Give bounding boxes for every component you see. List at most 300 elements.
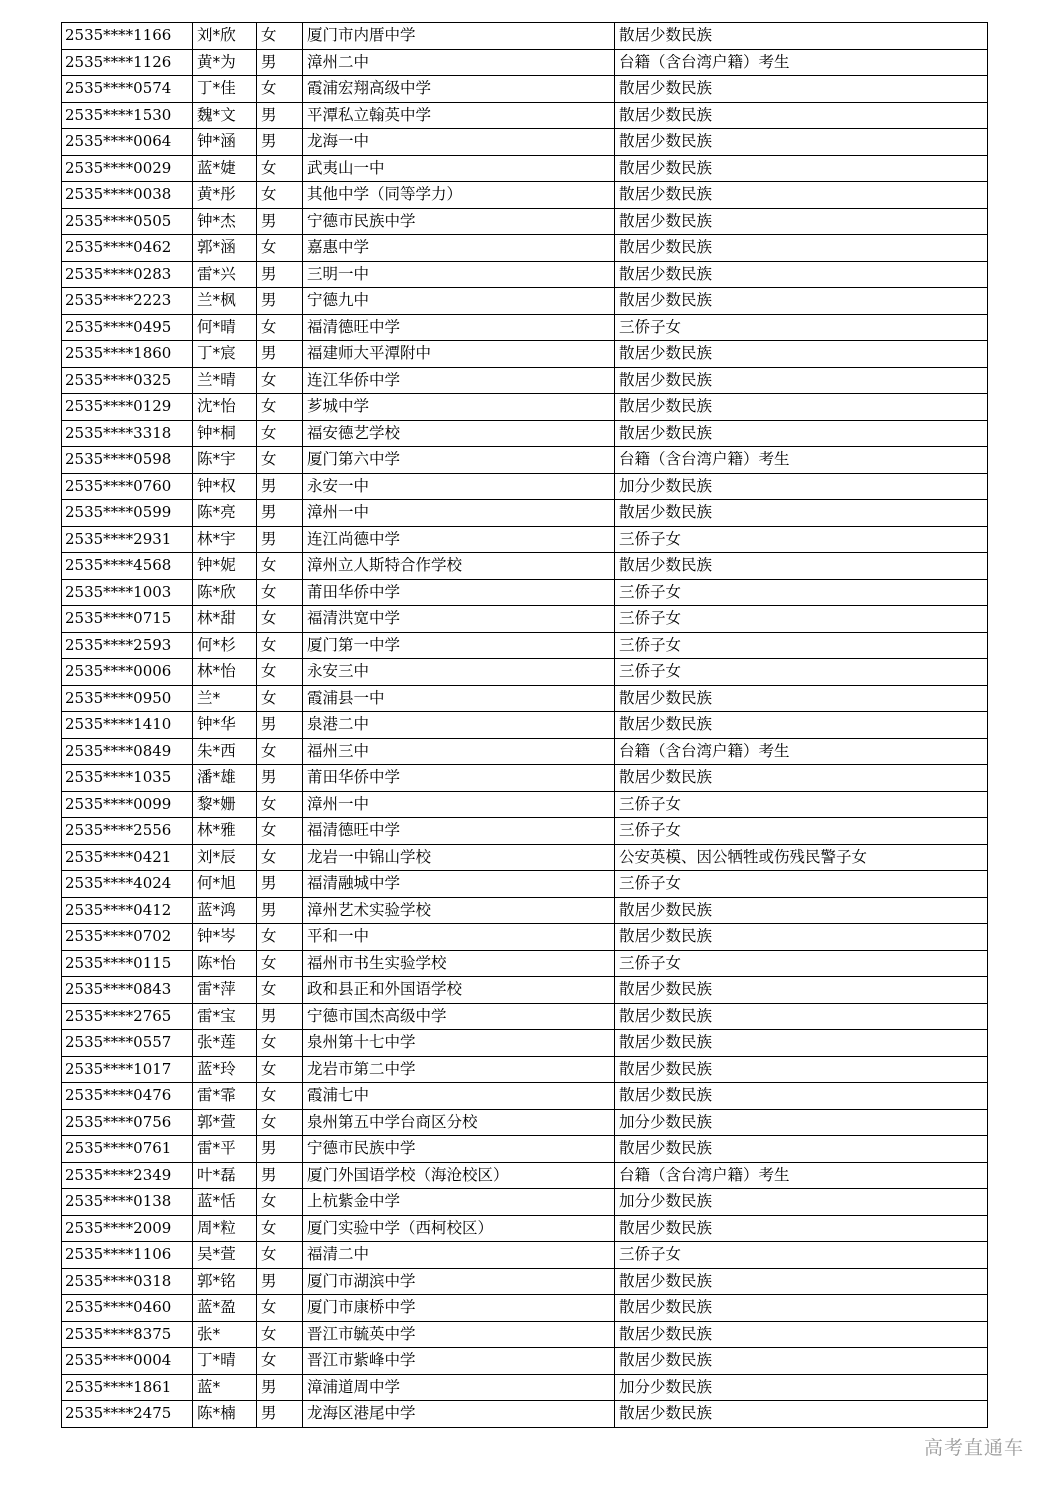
candidate-name-cell: 雷*宝 [193,1003,257,1030]
candidate-id-cell: 2535****1530 [62,102,193,129]
candidate-gender-cell: 男 [257,897,303,924]
school-name-cell: 福州三中 [303,738,615,765]
school-name-cell: 厦门市湖滨中学 [303,1268,615,1295]
bonus-category-cell: 散居少数民族 [615,1056,988,1083]
candidate-name-cell: 雷*平 [193,1136,257,1163]
candidate-id-cell: 2535****2009 [62,1215,193,1242]
candidate-name-cell: 陈*楠 [193,1401,257,1428]
school-name-cell: 龙岩一中锦山学校 [303,844,615,871]
school-name-cell: 龙海区港尾中学 [303,1401,615,1428]
candidate-gender-cell: 女 [257,1348,303,1375]
school-name-cell: 永安三中 [303,659,615,686]
school-name-cell: 上杭紫金中学 [303,1189,615,1216]
candidate-gender-cell: 女 [257,314,303,341]
candidate-id-cell: 2535****0598 [62,447,193,474]
candidate-gender-cell: 男 [257,1003,303,1030]
candidate-gender-cell: 男 [257,1401,303,1428]
candidate-name-cell: 雷*霏 [193,1083,257,1110]
candidate-name-cell: 吴*萱 [193,1242,257,1269]
table-row [62,844,988,871]
bonus-category-cell: 散居少数民族 [615,155,988,182]
candidate-id-cell: 2535****0849 [62,738,193,765]
bonus-category-cell: 三侨子女 [615,606,988,633]
candidate-name-cell: 蓝*鸿 [193,897,257,924]
candidate-id-cell: 2535****3318 [62,420,193,447]
candidate-gender-cell: 女 [257,579,303,606]
candidate-gender-cell: 男 [257,261,303,288]
bonus-category-cell: 散居少数民族 [615,341,988,368]
school-name-cell: 连江尚德中学 [303,526,615,553]
bonus-category-cell: 加分少数民族 [615,473,988,500]
school-name-cell: 嘉惠中学 [303,235,615,262]
school-name-cell: 晋江市毓英中学 [303,1321,615,1348]
candidate-name-cell: 林*甜 [193,606,257,633]
candidate-gender-cell: 男 [257,129,303,156]
candidate-gender-cell: 男 [257,500,303,527]
candidate-id-cell: 2535****0029 [62,155,193,182]
table-row [62,155,988,182]
school-name-cell: 福清德旺中学 [303,818,615,845]
bonus-category-cell: 三侨子女 [615,659,988,686]
candidate-name-cell: 钟*权 [193,473,257,500]
candidate-id-cell: 2535****0462 [62,235,193,262]
table-row [62,341,988,368]
candidate-id-cell: 2535****0460 [62,1295,193,1322]
bonus-category-cell: 散居少数民族 [615,1215,988,1242]
candidate-gender-cell: 女 [257,367,303,394]
bonus-category-cell: 散居少数民族 [615,553,988,580]
candidate-name-cell: 朱*西 [193,738,257,765]
table-row [62,632,988,659]
roster-table [61,22,988,1428]
candidate-gender-cell: 女 [257,606,303,633]
candidate-id-cell: 2535****0283 [62,261,193,288]
table-row [62,1295,988,1322]
table-row [62,1348,988,1375]
table-row [62,1083,988,1110]
table-row [62,1321,988,1348]
candidate-gender-cell: 男 [257,765,303,792]
candidate-gender-cell: 女 [257,791,303,818]
candidate-name-cell: 丁*宸 [193,341,257,368]
candidate-id-cell: 2535****2556 [62,818,193,845]
candidate-name-cell: 周*粒 [193,1215,257,1242]
candidate-gender-cell: 男 [257,712,303,739]
candidate-gender-cell: 女 [257,447,303,474]
school-name-cell: 漳州一中 [303,500,615,527]
candidate-name-cell: 陈*亮 [193,500,257,527]
candidate-gender-cell: 女 [257,1056,303,1083]
bonus-category-cell: 散居少数民族 [615,1268,988,1295]
candidate-id-cell: 2535****1017 [62,1056,193,1083]
table-row [62,579,988,606]
candidate-id-cell: 2535****0421 [62,844,193,871]
table-row [62,1030,988,1057]
school-name-cell: 泉州第五中学台商区分校 [303,1109,615,1136]
school-name-cell: 龙岩市第二中学 [303,1056,615,1083]
table-row [62,1401,988,1428]
table-row [62,1136,988,1163]
candidate-name-cell: 蓝*婕 [193,155,257,182]
candidate-id-cell: 2535****0138 [62,1189,193,1216]
table-row [62,1242,988,1269]
candidate-name-cell: 刘*欣 [193,23,257,50]
candidate-id-cell: 2535****4568 [62,553,193,580]
table-row [62,314,988,341]
table-row [62,129,988,156]
bonus-category-cell: 加分少数民族 [615,1189,988,1216]
candidate-gender-cell: 女 [257,818,303,845]
table-row [62,765,988,792]
candidate-gender-cell: 女 [257,1083,303,1110]
school-name-cell: 霞浦宏翔高级中学 [303,76,615,103]
table-row [62,473,988,500]
bonus-category-cell: 公安英模、因公牺牲或伤残民警子女 [615,844,988,871]
candidate-id-cell: 2535****0557 [62,1030,193,1057]
bonus-category-cell: 加分少数民族 [615,1374,988,1401]
candidate-gender-cell: 女 [257,1321,303,1348]
table-row [62,394,988,421]
school-name-cell: 三明一中 [303,261,615,288]
school-name-cell: 福建师大平潭附中 [303,341,615,368]
candidate-name-cell: 郭*萱 [193,1109,257,1136]
candidate-id-cell: 2535****0760 [62,473,193,500]
roster-body [62,23,988,1428]
school-name-cell: 福清德旺中学 [303,314,615,341]
candidate-name-cell: 钟*桐 [193,420,257,447]
table-row [62,791,988,818]
candidate-name-cell: 魏*文 [193,102,257,129]
school-name-cell: 武夷山一中 [303,155,615,182]
candidate-name-cell: 张* [193,1321,257,1348]
table-row [62,447,988,474]
candidate-name-cell: 林*怡 [193,659,257,686]
candidate-gender-cell: 男 [257,288,303,315]
bonus-category-cell: 散居少数民族 [615,1348,988,1375]
school-name-cell: 宁德市民族中学 [303,208,615,235]
candidate-gender-cell: 女 [257,1109,303,1136]
school-name-cell: 厦门实验中学（西柯校区） [303,1215,615,1242]
table-row [62,1162,988,1189]
candidate-name-cell: 钟*涵 [193,129,257,156]
bonus-category-cell: 散居少数民族 [615,1321,988,1348]
school-name-cell: 厦门市康桥中学 [303,1295,615,1322]
candidate-gender-cell: 男 [257,1374,303,1401]
bonus-category-cell: 三侨子女 [615,314,988,341]
school-name-cell: 政和县正和外国语学校 [303,977,615,1004]
candidate-gender-cell: 女 [257,394,303,421]
candidate-name-cell: 兰*枫 [193,288,257,315]
bonus-category-cell: 散居少数民族 [615,208,988,235]
candidate-gender-cell: 男 [257,871,303,898]
candidate-gender-cell: 女 [257,738,303,765]
table-row [62,685,988,712]
bonus-category-cell: 散居少数民族 [615,897,988,924]
bonus-category-cell: 散居少数民族 [615,288,988,315]
table-row [62,1268,988,1295]
bonus-category-cell: 散居少数民族 [615,182,988,209]
table-row [62,659,988,686]
school-name-cell: 福清洪宽中学 [303,606,615,633]
bonus-category-cell: 散居少数民族 [615,235,988,262]
candidate-name-cell: 何*旭 [193,871,257,898]
candidate-name-cell: 何*杉 [193,632,257,659]
school-name-cell: 漳州艺术实验学校 [303,897,615,924]
school-name-cell: 龙海一中 [303,129,615,156]
candidate-id-cell: 2535****2931 [62,526,193,553]
candidate-id-cell: 2535****0715 [62,606,193,633]
candidate-gender-cell: 女 [257,23,303,50]
candidate-id-cell: 2535****1003 [62,579,193,606]
bonus-category-cell: 三侨子女 [615,1242,988,1269]
school-name-cell: 平潭私立翰英中学 [303,102,615,129]
candidate-id-cell: 2535****0761 [62,1136,193,1163]
school-name-cell: 莆田华侨中学 [303,579,615,606]
candidate-name-cell: 兰*晴 [193,367,257,394]
candidate-gender-cell: 女 [257,155,303,182]
candidate-name-cell: 陈*宇 [193,447,257,474]
candidate-id-cell: 2535****2765 [62,1003,193,1030]
candidate-gender-cell: 男 [257,473,303,500]
school-name-cell: 厦门第六中学 [303,447,615,474]
table-row [62,606,988,633]
candidate-gender-cell: 女 [257,76,303,103]
candidate-name-cell: 沈*怡 [193,394,257,421]
candidate-gender-cell: 男 [257,1136,303,1163]
candidate-name-cell: 雷*萍 [193,977,257,1004]
table-row [62,1374,988,1401]
school-name-cell: 平和一中 [303,924,615,951]
candidate-gender-cell: 男 [257,526,303,553]
bonus-category-cell: 台籍（含台湾户籍）考生 [615,738,988,765]
school-name-cell: 霞浦县一中 [303,685,615,712]
candidate-id-cell: 2535****0756 [62,1109,193,1136]
candidate-name-cell: 兰* [193,685,257,712]
candidate-gender-cell: 女 [257,553,303,580]
candidate-id-cell: 2535****4024 [62,871,193,898]
bonus-category-cell: 散居少数民族 [615,23,988,50]
candidate-gender-cell: 男 [257,1268,303,1295]
candidate-gender-cell: 女 [257,950,303,977]
bonus-category-cell: 散居少数民族 [615,977,988,1004]
candidate-gender-cell: 女 [257,235,303,262]
bonus-category-cell: 散居少数民族 [615,500,988,527]
candidate-id-cell: 2535****2475 [62,1401,193,1428]
bonus-category-cell: 散居少数民族 [615,102,988,129]
candidate-gender-cell: 女 [257,1215,303,1242]
candidate-name-cell: 陈*怡 [193,950,257,977]
candidate-id-cell: 2535****0574 [62,76,193,103]
watermark-text: 高考直通车 [923,1437,1024,1459]
candidate-id-cell: 2535****0318 [62,1268,193,1295]
candidate-id-cell: 2535****1126 [62,49,193,76]
bonus-category-cell: 散居少数民族 [615,420,988,447]
school-name-cell: 泉港二中 [303,712,615,739]
candidate-gender-cell: 女 [257,182,303,209]
table-row [62,897,988,924]
school-name-cell: 晋江市紫峰中学 [303,1348,615,1375]
bonus-category-cell: 台籍（含台湾户籍）考生 [615,1162,988,1189]
table-row [62,950,988,977]
bonus-category-cell: 散居少数民族 [615,129,988,156]
candidate-id-cell: 2535****2593 [62,632,193,659]
table-row [62,871,988,898]
candidate-gender-cell: 男 [257,341,303,368]
bonus-category-cell: 三侨子女 [615,871,988,898]
table-row [62,23,988,50]
bonus-category-cell: 散居少数民族 [615,1030,988,1057]
school-name-cell: 宁德市国杰高级中学 [303,1003,615,1030]
bonus-category-cell: 三侨子女 [615,526,988,553]
bonus-category-cell: 散居少数民族 [615,685,988,712]
table-row [62,208,988,235]
table-row [62,977,988,1004]
candidate-name-cell: 林*宇 [193,526,257,553]
school-name-cell: 厦门市内厝中学 [303,23,615,50]
candidate-gender-cell: 女 [257,1189,303,1216]
candidate-id-cell: 2535****0099 [62,791,193,818]
table-row [62,738,988,765]
candidate-name-cell: 钟*妮 [193,553,257,580]
school-name-cell: 福安德艺学校 [303,420,615,447]
candidate-name-cell: 郭*铭 [193,1268,257,1295]
table-row [62,1215,988,1242]
candidate-id-cell: 2535****0115 [62,950,193,977]
candidate-name-cell: 何*晴 [193,314,257,341]
candidate-id-cell: 2535****1861 [62,1374,193,1401]
candidate-name-cell: 蓝*盈 [193,1295,257,1322]
bonus-category-cell: 散居少数民族 [615,261,988,288]
bonus-category-cell: 散居少数民族 [615,1136,988,1163]
bonus-category-cell: 散居少数民族 [615,924,988,951]
candidate-name-cell: 黄*彤 [193,182,257,209]
table-row [62,1056,988,1083]
candidate-gender-cell: 男 [257,49,303,76]
candidate-name-cell: 钟*杰 [193,208,257,235]
school-name-cell: 漳州立人斯特合作学校 [303,553,615,580]
bonus-category-cell: 散居少数民族 [615,712,988,739]
candidate-name-cell: 潘*雄 [193,765,257,792]
candidate-gender-cell: 男 [257,102,303,129]
candidate-id-cell: 2535****0950 [62,685,193,712]
school-name-cell: 宁德九中 [303,288,615,315]
table-row [62,526,988,553]
candidate-id-cell: 2535****1035 [62,765,193,792]
candidate-id-cell: 2535****1410 [62,712,193,739]
candidate-gender-cell: 女 [257,659,303,686]
bonus-category-cell: 三侨子女 [615,818,988,845]
candidate-gender-cell: 男 [257,208,303,235]
table-row [62,102,988,129]
bonus-category-cell: 散居少数民族 [615,76,988,103]
candidate-name-cell: 刘*辰 [193,844,257,871]
school-name-cell: 霞浦七中 [303,1083,615,1110]
school-name-cell: 漳州一中 [303,791,615,818]
candidate-name-cell: 钟*华 [193,712,257,739]
bonus-category-cell: 三侨子女 [615,950,988,977]
candidate-id-cell: 2535****0129 [62,394,193,421]
table-row [62,420,988,447]
candidate-id-cell: 2535****0006 [62,659,193,686]
bonus-category-cell: 三侨子女 [615,579,988,606]
table-row [62,1003,988,1030]
bonus-category-cell: 散居少数民族 [615,367,988,394]
candidate-id-cell: 2535****2349 [62,1162,193,1189]
table-row [62,49,988,76]
school-name-cell: 莆田华侨中学 [303,765,615,792]
candidate-id-cell: 2535****0702 [62,924,193,951]
table-row [62,500,988,527]
table-row [62,1109,988,1136]
candidate-name-cell: 蓝*恬 [193,1189,257,1216]
candidate-name-cell: 林*雅 [193,818,257,845]
school-name-cell: 厦门外国语学校（海沧校区） [303,1162,615,1189]
candidate-id-cell: 2535****1106 [62,1242,193,1269]
school-name-cell: 永安一中 [303,473,615,500]
candidate-name-cell: 蓝*玲 [193,1056,257,1083]
candidate-name-cell: 丁*晴 [193,1348,257,1375]
candidate-id-cell: 2535****1166 [62,23,193,50]
candidate-name-cell: 丁*佳 [193,76,257,103]
candidate-id-cell: 2535****0599 [62,500,193,527]
bonus-category-cell: 台籍（含台湾户籍）考生 [615,49,988,76]
candidate-id-cell: 2535****0325 [62,367,193,394]
bonus-category-cell: 散居少数民族 [615,1083,988,1110]
candidate-gender-cell: 女 [257,924,303,951]
candidate-name-cell: 叶*磊 [193,1162,257,1189]
table-row [62,235,988,262]
candidate-name-cell: 蓝* [193,1374,257,1401]
candidate-id-cell: 2535****0476 [62,1083,193,1110]
table-row [62,818,988,845]
table-row [62,76,988,103]
bonus-category-cell: 散居少数民族 [615,765,988,792]
candidate-name-cell: 陈*欣 [193,579,257,606]
candidate-id-cell: 2535****8375 [62,1321,193,1348]
candidate-gender-cell: 女 [257,420,303,447]
candidate-name-cell: 钟*岑 [193,924,257,951]
school-name-cell: 福清融城中学 [303,871,615,898]
table-row [62,367,988,394]
bonus-category-cell: 台籍（含台湾户籍）考生 [615,447,988,474]
candidate-name-cell: 黎*姗 [193,791,257,818]
candidate-name-cell: 雷*兴 [193,261,257,288]
candidate-id-cell: 2535****0505 [62,208,193,235]
bonus-category-cell: 散居少数民族 [615,1401,988,1428]
candidate-gender-cell: 女 [257,1030,303,1057]
candidate-gender-cell: 女 [257,685,303,712]
candidate-id-cell: 2535****0412 [62,897,193,924]
candidate-gender-cell: 女 [257,977,303,1004]
bonus-category-cell: 散居少数民族 [615,1003,988,1030]
candidate-id-cell: 2535****0495 [62,314,193,341]
candidate-gender-cell: 女 [257,1295,303,1322]
candidate-id-cell: 2535****0038 [62,182,193,209]
bonus-category-cell: 三侨子女 [615,632,988,659]
school-name-cell: 泉州第十七中学 [303,1030,615,1057]
candidate-id-cell: 2535****0064 [62,129,193,156]
candidate-id-cell: 2535****2223 [62,288,193,315]
table-row [62,712,988,739]
table-row [62,924,988,951]
table-row [62,553,988,580]
candidate-gender-cell: 女 [257,632,303,659]
school-name-cell: 连江华侨中学 [303,367,615,394]
table-row [62,182,988,209]
table-row [62,1189,988,1216]
school-name-cell: 漳州二中 [303,49,615,76]
candidate-name-cell: 郭*涵 [193,235,257,262]
